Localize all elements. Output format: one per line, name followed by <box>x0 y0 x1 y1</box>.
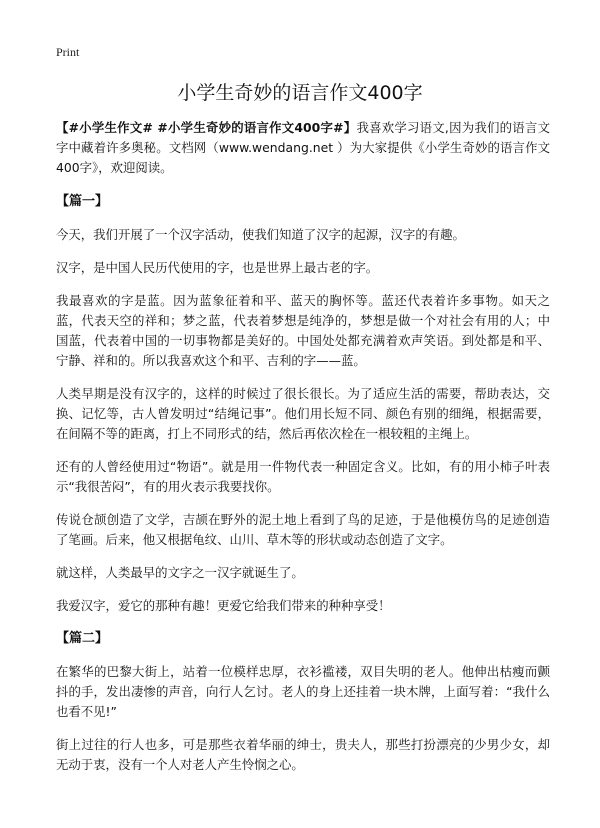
document-title: 小学生奇妙的语言作文400字 <box>177 82 423 104</box>
intro-tag: 【#小学生作文# #小学生奇妙的语言作文400字#】 <box>56 120 357 135</box>
paragraph: 今天，我们开展了一个汉字活动，使我们知道了汉字的起源，汉字的有趣。 <box>56 227 465 242</box>
paragraph: 汉字，是中国人民历代使用的字，也是世界上最古老的字。 <box>56 260 379 275</box>
paragraph: 街上过往的行人也多，可是那些衣着华丽的绅士，贵夫人，那些打扮漂亮的少男少女，却无动于衷，没有一个人对老人产生怜悯之心。 <box>56 737 550 772</box>
section-heading-2: 【篇二】 <box>56 631 109 646</box>
intro-paragraph <box>56 118 550 178</box>
document-body <box>56 118 550 788</box>
paragraph: 就这样，人类最早的文字之一汉字就诞生了。 <box>56 565 304 580</box>
paragraph: 在繁华的巴黎大街上，站着一位模样忠厚，衣衫褴褛，双目失明的老人。他伸出枯瘦而颤抖的手，发出凄惨的声音，向行人乞讨。老人的身上还挂着一块木牌，上面写着：“我什么也看不见!” <box>56 664 550 719</box>
paragraph: 我爱汉字，爱它的那种有趣！更爱它给我们带来的种种享受！ <box>56 598 391 613</box>
paragraph: 人类早期是没有汉字的，这样的时候过了很长很长。为了适应生活的需要，帮助表达，交换、记忆等，古人曾发明过“结绳记事”。他们用长短不同、颜色有别的细绳，根据需要，在间隔不等的距离，打上不同形式的结，然后再依次栓在一根较粗的主绳上。 <box>56 386 550 441</box>
paragraph: 我最喜欢的字是蓝。因为蓝象征着和平、蓝天的胸怀等。蓝还代表着许多事物。如天之蓝，代表天空的祥和；梦之蓝，代表着梦想是纯净的，梦想是做一个对社会有用的人；中国蓝，代表着中国的一切事物都是美好的。中国处处都充满着欢声笑语。到处都是和平、宁静、祥和的。所以我喜欢这个和平、吉利的字——蓝。 <box>56 293 550 368</box>
section-heading-1: 【篇一】 <box>56 194 109 209</box>
paragraph: 传说仓颉创造了文学，吉颉在野外的泥土地上看到了鸟的足迹，于是他模仿鸟的足迹创造了笔画。后来，他又根据龟纹、山川、草木等的形状或动态创造了文字。 <box>56 512 550 547</box>
print-label[interactable]: Print <box>56 45 80 59</box>
intro-text: 我喜欢学习语文,因为我们的语言文字中藏着许多奥秘。文档网（www.wendang.net ）为大家提供《小学生奇妙的语言作文400字》，欢迎阅读。 <box>56 120 550 175</box>
paragraph: 还有的人曾经使用过“物语”。就是用一件物代表一种固定含义。比如，有的用小柿子叶表示“我很苦闷”，有的用火表示我要找你。 <box>56 459 550 494</box>
